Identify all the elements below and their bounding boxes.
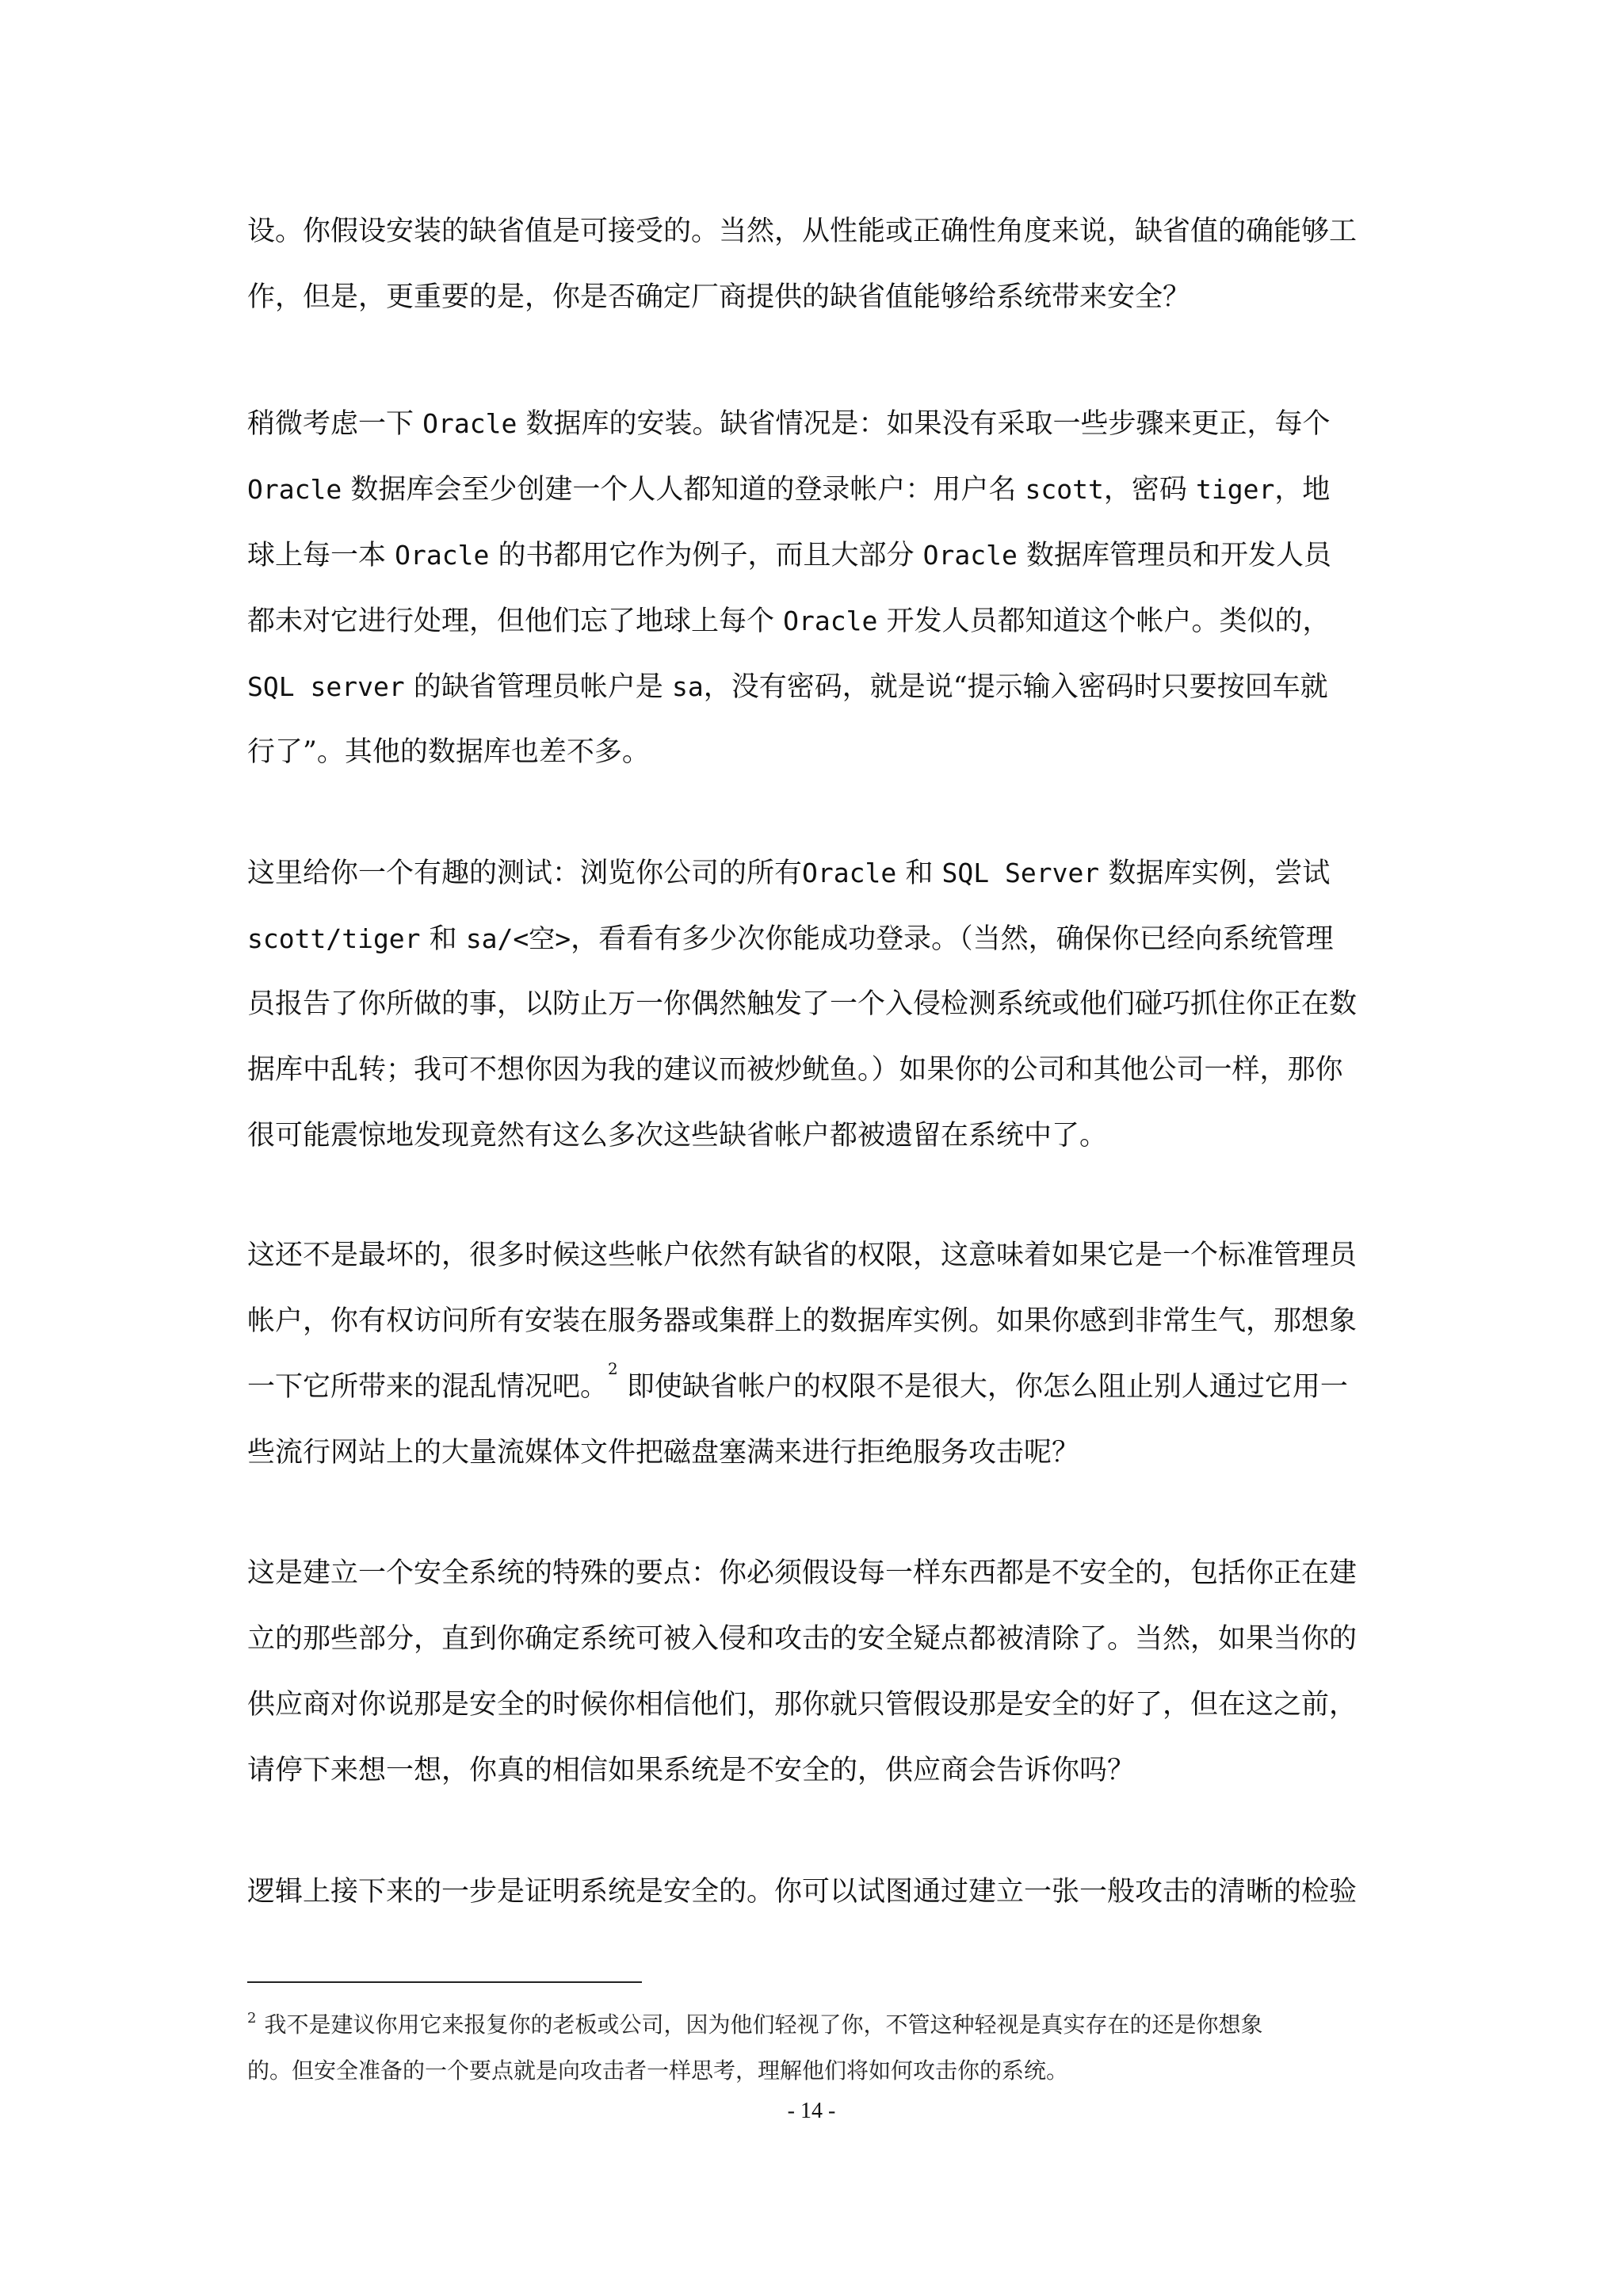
text-run: 数据库实例，尝试 — [1099, 858, 1331, 889]
text-line: 这还不是最坏的，很多时候这些帐户依然有缺省的权限，这意味着如果它是一个标准管理员 — [247, 1240, 1358, 1271]
footnote-line — [247, 2004, 1388, 2050]
text-line — [247, 391, 1388, 457]
text-line: 设。你假设安装的缺省值是可接受的。当然，从性能或正确性角度来说，缺省值的确能够工 — [247, 216, 1358, 247]
code-term: scott — [1025, 474, 1104, 505]
text-run: ，看看有多少次你能成功登录。（当然，确保你已经向系统管理 — [571, 923, 1334, 955]
text-line: 行了”。其他的数据库也差不多。 — [247, 736, 650, 768]
paragraph-5 — [247, 1541, 1388, 1804]
code-term: Oracle — [247, 474, 342, 505]
footnote-reference[interactable]: 2 — [608, 1359, 618, 1379]
text-run: 数据库会至少创建一个人人都知道的登录帐户：用户名 — [342, 474, 1025, 506]
text-run: 球上每一本 — [247, 540, 395, 571]
text-line — [247, 457, 1388, 522]
paragraph-6 — [247, 1859, 1388, 1925]
text-run: ，密码 — [1103, 474, 1196, 506]
text-line: 很可能震惊地发现竟然有这么多次这些缺省帐户都被遗留在系统中了。 — [247, 1120, 1108, 1152]
text-line — [247, 1354, 1388, 1420]
text-line: 据库中乱转；我可不想你因为我的建议而被炒鱿鱼。）如果你的公司和其他公司一样，那你 — [247, 1054, 1343, 1086]
text-run: ，地 — [1274, 474, 1331, 506]
text-line: 逻辑上接下来的一步是证明系统是安全的。你可以试图通过建立一张一般攻击的清晰的检验 — [247, 1876, 1358, 1908]
text-line: 这是建立一个安全系统的特殊的要点：你必须假设每一样东西都是不安全的，包括你正在建 — [247, 1557, 1358, 1589]
code-term: Oracle — [802, 858, 897, 888]
footnote — [247, 2004, 1388, 2092]
text-run: 即使缺省帐户的权限不是很大，你怎么阻止别人通过它用一 — [617, 1371, 1348, 1403]
text-run: 和 — [420, 923, 466, 955]
text-line: 员报告了你所做的事，以防止万一你偶然触发了一个入侵检测系统或他们碰巧抓住你正在数 — [247, 988, 1358, 1020]
paragraph-4 — [247, 1223, 1388, 1486]
code-term: Oracle — [395, 540, 490, 571]
code-term: sa — [671, 671, 704, 702]
text-line: 请停下来想一想，你真的相信如果系统是不安全的，供应商会告诉你吗？ — [247, 1755, 1136, 1786]
code-term: Oracle — [922, 540, 1018, 571]
text-line: 作，但是，更重要的是，你是否确定厂商提供的缺省值能够给系统带来安全？ — [247, 281, 1191, 313]
text-run: 数据库的安装。缺省情况是：如果没有采取一些步骤来更正，每个 — [517, 408, 1331, 440]
text-run: 一下它所带来的混乱情况吧。 — [247, 1371, 609, 1403]
text-line — [247, 588, 1388, 654]
text-run: 稍微考虑一下 — [247, 408, 423, 440]
text-run: 数据库管理员和开发人员 — [1017, 540, 1331, 571]
footnote-divider — [247, 1981, 642, 1983]
code-term: tiger — [1195, 474, 1275, 505]
text-line: 供应商对你说那是安全的时候你相信他们，那你就只管假设那是安全的好了，但在这之前， — [247, 1689, 1358, 1721]
paragraph-2 — [247, 391, 1388, 785]
text-line: 立的那些部分，直到你确定系统可被入侵和攻击的安全疑点都被清除了。当然，如果当你的 — [247, 1623, 1358, 1655]
code-term: SQL Server — [941, 858, 1100, 888]
paragraph-1 — [247, 199, 1388, 330]
footnote-text: 我不是建议你用它来报复你的老板或公司，因为他们轻视了你，不管这种轻视是真实存在的还是你想象 — [264, 2011, 1263, 2038]
text-run: 这里给你一个有趣的测试：浏览你公司的所有 — [247, 858, 803, 889]
text-run: 和 — [896, 858, 942, 889]
text-line: 些流行网站上的大量流媒体文件把磁盘塞满来进行拒绝服务攻击呢？ — [247, 1437, 1080, 1469]
text-line — [247, 906, 1388, 972]
footnote-line: 的。但安全准备的一个要点就是向攻击者一样思考，理解他们将如何攻击你的系统。 — [247, 2057, 1069, 2084]
paragraph-3 — [247, 840, 1388, 1169]
text-run: 的缺省管理员帐户是 — [404, 671, 672, 703]
code-term: Oracle — [783, 606, 878, 636]
text-run: 的书都用它作为例子，而且大部分 — [489, 540, 923, 571]
text-line — [247, 522, 1388, 588]
code-term: sa/<空> — [465, 923, 571, 954]
text-run: ，没有密码，就是说“提示输入密码时只要按回车就 — [703, 671, 1328, 703]
code-term: SQL server — [247, 671, 405, 702]
page-number: - 14 - — [787, 2099, 836, 2123]
text-line — [247, 654, 1388, 720]
footnote-mark: 2 — [247, 2010, 257, 2027]
code-term: Oracle — [422, 408, 517, 439]
text-run: 开发人员都知道这个帐户。类似的， — [877, 606, 1331, 637]
text-run: 都未对它进行处理，但他们忘了地球上每个 — [247, 606, 784, 637]
text-line: 帐户，你有权访问所有安装在服务器或集群上的数据库实例。如果你感到非常生气，那想象 — [247, 1305, 1358, 1337]
text-line — [247, 840, 1388, 906]
code-term: scott/tiger — [247, 923, 421, 954]
